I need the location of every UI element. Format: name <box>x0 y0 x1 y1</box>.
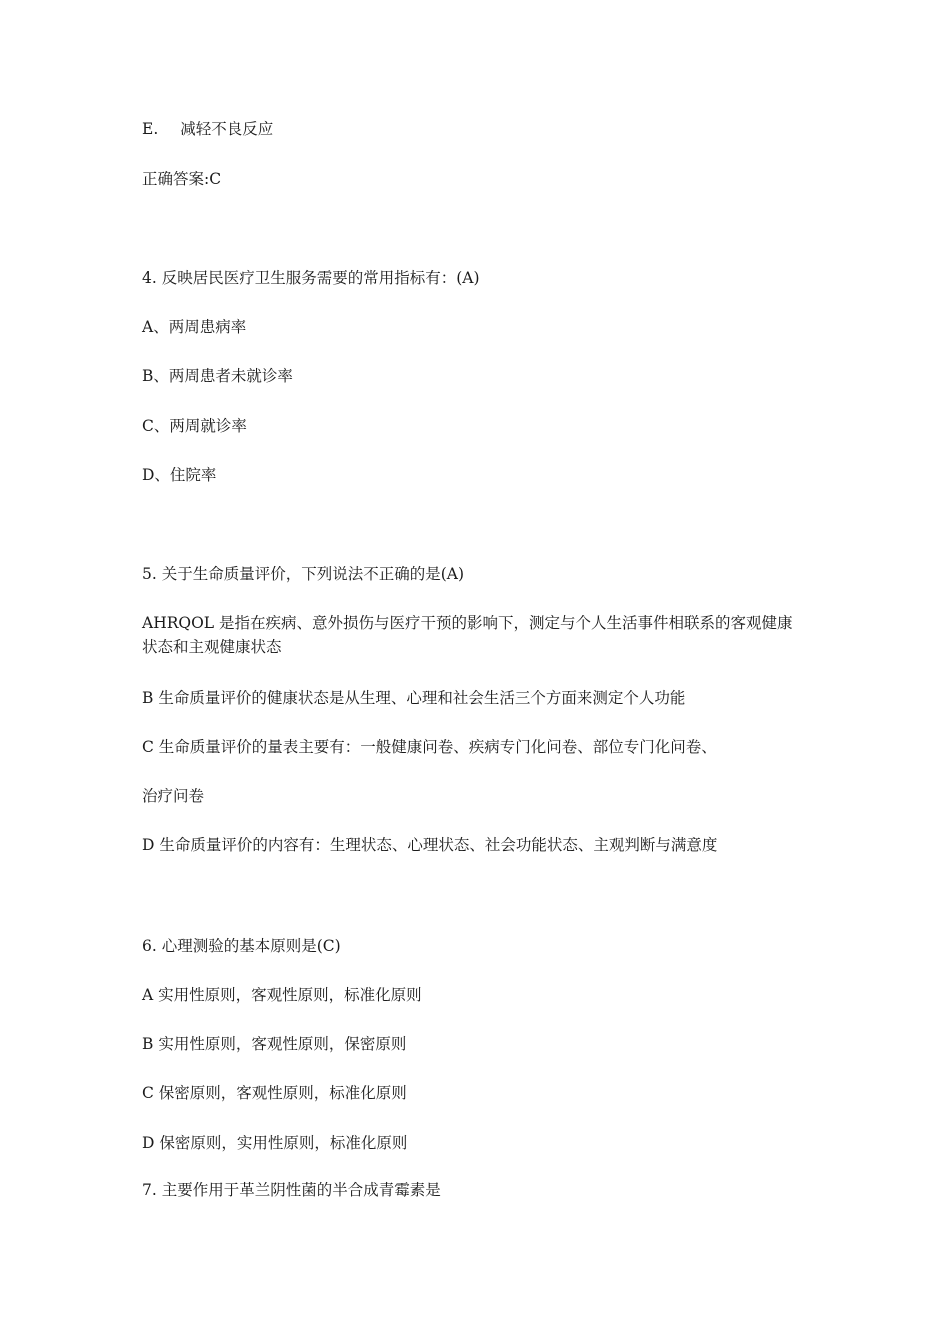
q3-answer: 正确答案:C <box>142 170 222 188</box>
q6-option-d: D 保密原则，实用性原则，标准化原则 <box>142 1134 408 1152</box>
q6-option-a: A 实用性原则，客观性原则，标准化原则 <box>142 986 422 1004</box>
q4-stem: 4. 反映居民医疗卫生服务需要的常用指标有：(A) <box>142 269 480 287</box>
q4-option-b: B、两周患者未就诊率 <box>142 367 293 385</box>
q4-option-c: C、两周就诊率 <box>142 417 247 435</box>
q3-option-e-text: 减轻不良反应 <box>180 120 274 138</box>
q7-stem: 7. 主要作用于革兰阴性菌的半合成青霉素是 <box>142 1181 441 1199</box>
q4-option-a: A、两周患病率 <box>142 318 247 336</box>
q5-stem: 5. 关于生命质量评价，下列说法不正确的是(A) <box>142 565 465 583</box>
q5-option-a: AHRQOL 是指在疾病、意外损伤与医疗干预的影响下，测定与个人生活事件相联系的客观健康状态和主观健康状态 <box>142 614 793 656</box>
q5-option-b: B 生命质量评价的健康状态是从生理、心理和社会生活三个方面来测定个人功能 <box>142 689 686 707</box>
q4-option-d: D、住院率 <box>142 466 217 484</box>
q6-stem: 6. 心理测验的基本原则是(C) <box>142 937 341 955</box>
q5-option-c: C 生命质量评价的量表主要有：一般健康问卷、疾病专门化问卷、部位专门化问卷、 <box>142 738 717 756</box>
q5-option-d: D 生命质量评价的内容有：生理状态、心理状态、社会功能状态、主观判断与满意度 <box>142 836 718 854</box>
q5-option-c-continued: 治疗问卷 <box>142 787 205 805</box>
q3-option-e-label: E. <box>142 120 159 138</box>
q3-option-e <box>142 117 273 141</box>
q6-option-b: B 实用性原则，客观性原则，保密原则 <box>142 1035 407 1053</box>
q6-option-c: C 保密原则，客观性原则，标准化原则 <box>142 1084 407 1102</box>
